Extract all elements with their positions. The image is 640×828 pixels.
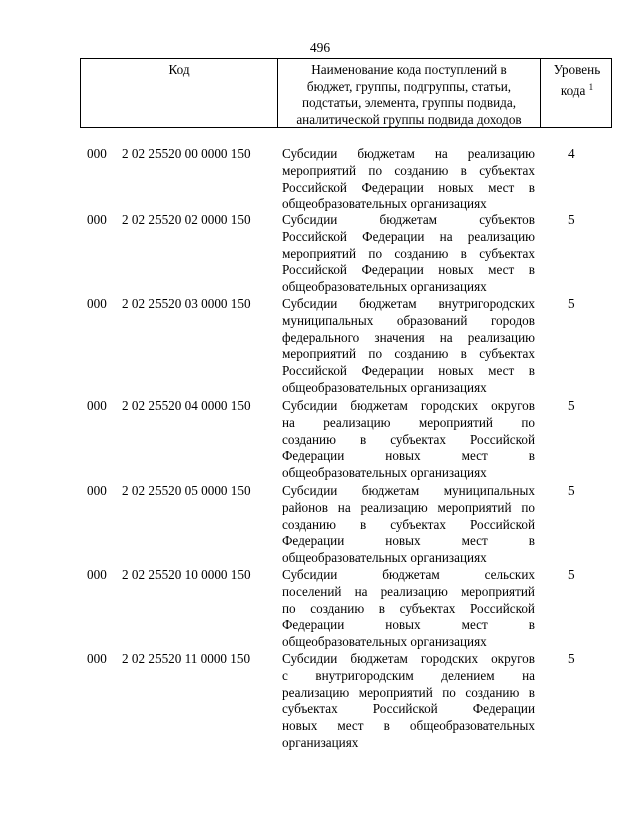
revenue-name-line: Субсидии бюджетам городских округов: [282, 398, 535, 413]
revenue-name: [282, 212, 535, 296]
revenue-name-line: общеобразовательных организациях: [282, 379, 487, 395]
code-level: 5: [568, 651, 575, 666]
revenue-name-line: субъектах Российской Федерации: [282, 701, 535, 717]
revenue-name-line: мероприятий по созданию в субъектах: [282, 346, 535, 362]
revenue-name-line: Российской Федерации на реализацию: [282, 228, 535, 244]
header-name-line: подстатьи, элемента, группы подвида,: [302, 95, 516, 110]
admin-code: 000: [87, 651, 107, 666]
revenue-name-line: по созданию в субъектах Российской: [282, 600, 535, 616]
revenue-name: [282, 146, 535, 213]
revenue-name-line: муниципальных образований городов: [282, 312, 535, 328]
header-name-line: Наименование кода поступлений в: [311, 62, 507, 77]
header-name: [278, 59, 541, 127]
revenue-name-line: мероприятий по созданию в субъектах: [282, 162, 535, 178]
header-level: [541, 59, 613, 127]
header-name-line: аналитической группы подвида доходов: [296, 111, 522, 127]
revenue-name-line: общеобразовательных организациях: [282, 196, 487, 212]
footnote-marker: 1: [588, 81, 594, 92]
revenue-name-line: общеобразовательных организациях: [282, 634, 487, 650]
admin-code: 000: [87, 296, 107, 311]
admin-code: 000: [87, 146, 107, 161]
header-level-line: Уровень: [553, 62, 601, 77]
revenue-name-line: общеобразовательных организациях: [282, 550, 487, 566]
revenue-name-line: федерального значения на реализацию: [282, 329, 535, 345]
header-name-line: бюджет, группы, подгруппы, статьи,: [306, 78, 512, 94]
revenue-name-line: общеобразовательных организациях: [282, 465, 487, 481]
admin-code: 000: [87, 398, 107, 413]
code-level: 5: [568, 296, 575, 311]
header-code: Код: [81, 59, 278, 127]
code-level: 5: [568, 567, 575, 582]
revenue-code: 2 02 25520 10 0000 150: [122, 567, 251, 582]
revenue-name-line: Федерации новых мест в: [282, 448, 535, 464]
revenue-name-line: Субсидии бюджетам на реализацию: [282, 146, 535, 161]
revenue-code: 2 02 25520 04 0000 150: [122, 398, 251, 413]
revenue-name-line: на реализацию мероприятий по: [282, 414, 535, 430]
header-level-line: кода $^1$: [560, 81, 594, 98]
revenue-name-line: районов на реализацию мероприятий по: [282, 499, 535, 515]
revenue-name-line: Российской Федерации новых мест в: [282, 262, 535, 278]
revenue-name-line: Субсидии бюджетам городских округов: [282, 651, 535, 666]
code-level: 5: [568, 483, 575, 498]
revenue-name-line: Субсидии бюджетам внутригородских: [282, 296, 535, 311]
revenue-name-line: Субсидии бюджетам субъектов: [282, 212, 535, 227]
revenue-name-line: Федерации новых мест в: [282, 533, 535, 549]
code-level: 4: [568, 146, 575, 161]
revenue-name-line: мероприятий по созданию в субъектах: [282, 245, 535, 261]
code-level: 5: [568, 212, 575, 227]
admin-code: 000: [87, 212, 107, 227]
revenue-name-line: новых мест в общеобразовательных: [282, 718, 535, 734]
revenue-name: [282, 296, 535, 397]
revenue-name-line: реализацию мероприятий по созданию в: [282, 684, 535, 700]
revenue-code: 2 02 25520 02 0000 150: [122, 212, 251, 227]
revenue-name-line: поселений на реализацию мероприятий: [282, 583, 535, 599]
revenue-code: 2 02 25520 03 0000 150: [122, 296, 251, 311]
revenue-name: [282, 398, 535, 482]
revenue-name-line: с внутригородским делением на: [282, 667, 535, 683]
revenue-name-line: Субсидии бюджетам муниципальных: [282, 483, 535, 498]
revenue-name-line: Российской Федерации новых мест в: [282, 179, 535, 195]
revenue-name-line: общеобразовательных организациях: [282, 279, 487, 295]
revenue-name-line: Российской Федерации новых мест в: [282, 363, 535, 379]
revenue-code: 2 02 25520 05 0000 150: [122, 483, 251, 498]
revenue-name-line: созданию в субъектах Российской: [282, 431, 535, 447]
revenue-name: [282, 567, 535, 651]
admin-code: 000: [87, 567, 107, 582]
revenue-name-line: созданию в субъектах Российской: [282, 516, 535, 532]
code-level: 5: [568, 398, 575, 413]
page-number: 496: [309, 40, 331, 55]
revenue-name-line: Субсидии бюджетам сельских: [282, 567, 535, 582]
admin-code: 000: [87, 483, 107, 498]
revenue-name-line: Федерации новых мест в: [282, 617, 535, 633]
revenue-code: 2 02 25520 11 0000 150: [122, 651, 251, 666]
table-header: [80, 58, 612, 128]
revenue-name-line: организациях: [282, 734, 359, 750]
revenue-name: [282, 651, 535, 752]
revenue-name: [282, 483, 535, 567]
revenue-code: 2 02 25520 00 0000 150: [122, 146, 251, 161]
